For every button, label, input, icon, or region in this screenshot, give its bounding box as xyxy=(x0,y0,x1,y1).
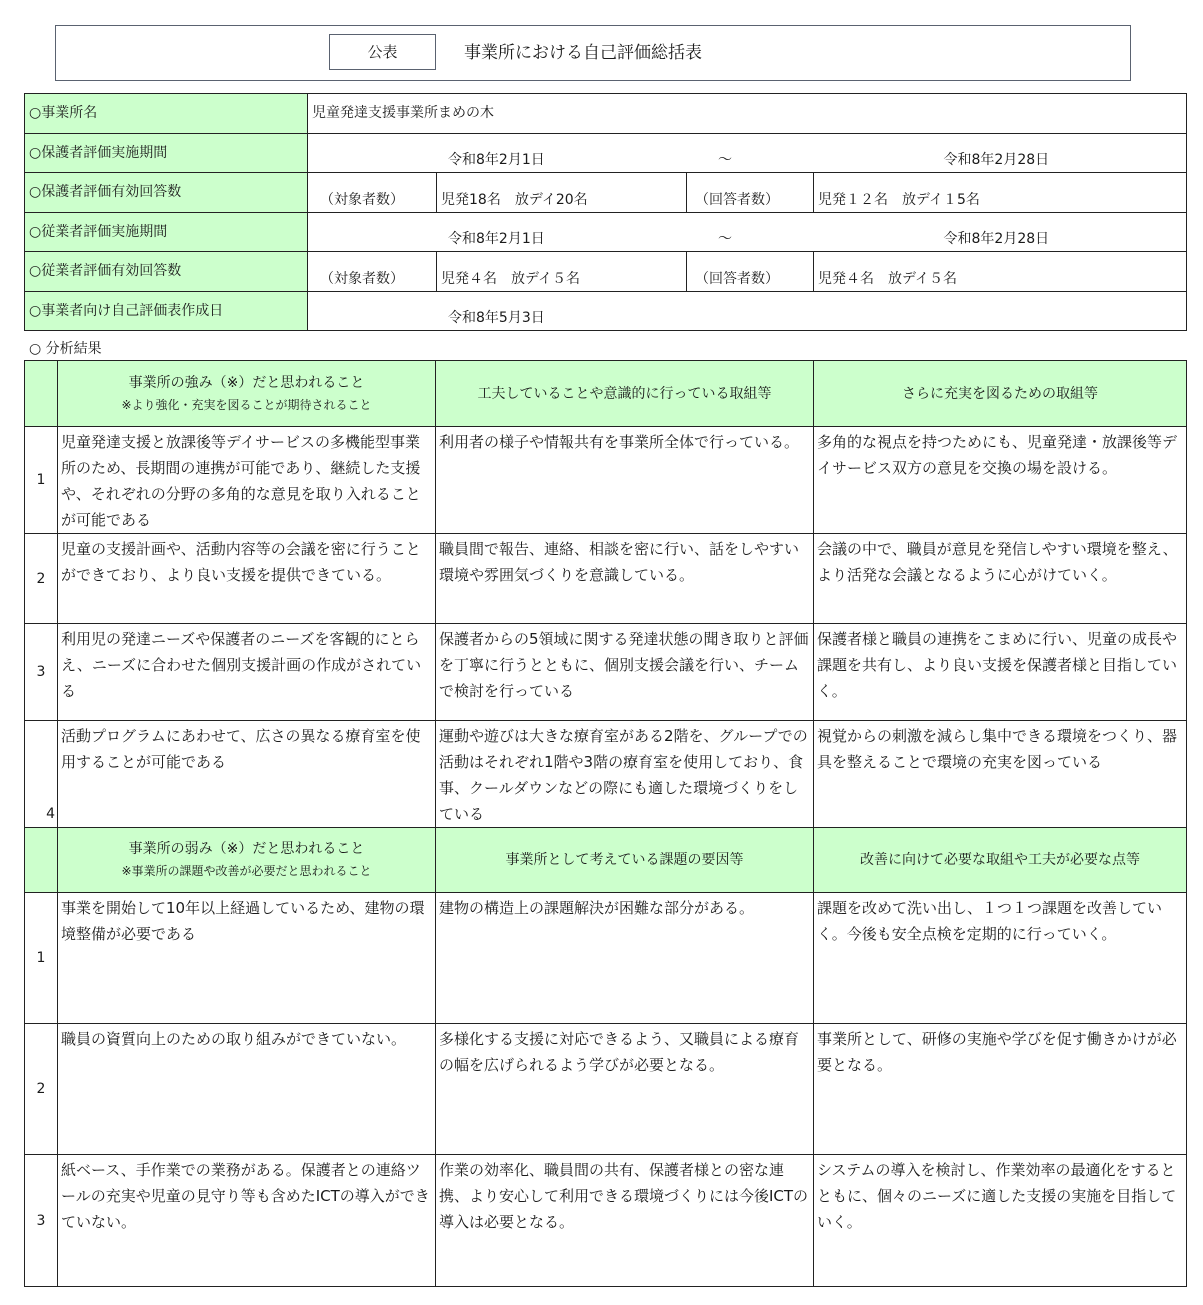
info-row-office xyxy=(25,94,1187,134)
guardian-answers-label: ○保護者評価有効回答数 xyxy=(25,173,308,213)
guardian-period-separator: ～ xyxy=(687,133,814,173)
analysis-table xyxy=(24,360,1187,1287)
strengths-header-num xyxy=(25,361,58,427)
title-box xyxy=(55,25,1131,81)
strengths-col1-note: ※より強化・充実を図ることが期待されること xyxy=(121,397,372,412)
strength-row xyxy=(25,721,1187,828)
weaknesses-col1-note: ※事業所の課題や改善が必要だと思われること xyxy=(121,864,372,878)
guardian-period-label: ○保護者評価実施期間 xyxy=(25,133,308,173)
weakness-row xyxy=(25,893,1187,1024)
strength-improvement: 会議の中で、職員が意見を発信しやすい環境を整え、より活発な会議となるように心がけていく。 xyxy=(814,534,1187,624)
info-row-guardian-period xyxy=(25,133,1187,173)
created-date-label: ○事業者向け自己評価表作成日 xyxy=(25,291,308,331)
row-number: 1 xyxy=(25,893,58,1024)
analysis-section-label: ○ 分析結果 xyxy=(29,341,102,357)
info-row-staff-period xyxy=(25,212,1187,252)
weakness-improvement: 課題を改めて洗い出し、１つ１つ課題を改善していく。今後も安全点検を定期的に行っていく。 xyxy=(814,893,1187,1024)
row-number: 3 xyxy=(25,1155,58,1287)
info-row-guardian-answers xyxy=(25,173,1187,213)
weakness-cause: 作業の効率化、職員間の共有、保護者様との密な連携、より安心して利用できる環境づくりには今後ICTの導入は必要となる。 xyxy=(436,1155,814,1287)
guardian-respond-value: 児発１２名 放デイ１5名 xyxy=(814,173,1187,213)
guardian-target-label: （対象者数） xyxy=(308,173,437,213)
office-name-value: 児童発達支援事業所まめの木 xyxy=(308,94,1187,134)
office-name-label: ○事業所名 xyxy=(25,94,308,134)
weaknesses-header-col3: 改善に向けて必要な取組や工夫が必要な点等 xyxy=(814,828,1187,893)
weakness-improvement: システムの導入を検討し、作業効率の最適化をするとともに、個々のニーズに適した支援の実施を目指していく。 xyxy=(814,1155,1187,1287)
strengths-header-row xyxy=(25,361,1187,427)
weakness-row xyxy=(25,1024,1187,1155)
strength-effort: 運動や遊びは大きな療育室がある2階を、グループでの活動はそれぞれ1階や3階の療育室を使用しており、食事、クールダウンなどの際にも適した環境づくりをしている xyxy=(436,721,814,828)
strength-effort: 利用者の様子や情報共有を事業所全体で行っている。 xyxy=(436,427,814,534)
strength-row xyxy=(25,624,1187,721)
guardian-respond-label: （回答者数） xyxy=(687,173,814,213)
info-table xyxy=(24,93,1187,331)
page-title: 事業所における自己評価総括表 xyxy=(464,43,702,63)
staff-target-label: （対象者数） xyxy=(308,252,437,292)
weaknesses-header-row xyxy=(25,828,1187,893)
weakness-improvement: 事業所として、研修の実施や学びを促す働きかけが必要となる。 xyxy=(814,1024,1187,1155)
strengths-header-col3: さらに充実を図るための取組等 xyxy=(814,361,1187,427)
strength-effort: 職員間で報告、連絡、相談を密に行い、話をしやすい環境や雰囲気づくりを意識している。 xyxy=(436,534,814,624)
row-number: 1 xyxy=(25,427,58,534)
strength-text: 活動プログラムにあわせて、広さの異なる療育室を使用することが可能である xyxy=(58,721,436,828)
strengths-header-col1 xyxy=(58,361,436,427)
info-row-staff-answers xyxy=(25,252,1187,292)
strengths-col1-title: 事業所の強み（※）だと思われること xyxy=(128,374,365,391)
strength-row xyxy=(25,427,1187,534)
weakness-text: 事業を開始して10年以上経過しているため、建物の環境整備が必要である xyxy=(58,893,436,1024)
strengths-header-col2: 工夫していることや意識的に行っている取組等 xyxy=(436,361,814,427)
weakness-cause: 建物の構造上の課題解決が困難な部分がある。 xyxy=(436,893,814,1024)
weaknesses-header-col1 xyxy=(58,828,436,893)
row-number: 2 xyxy=(25,534,58,624)
strength-text: 利用児の発達ニーズや保護者のニーズを客観的にとらえ、ニーズに合わせた個別支援計画の作成がされている xyxy=(58,624,436,721)
weakness-text: 職員の資質向上のための取り組みができていない。 xyxy=(58,1024,436,1155)
staff-respond-label: （回答者数） xyxy=(687,252,814,292)
strength-improvement: 視覚からの刺激を減らし集中できる環境をつくり、器具を整えることで環境の充実を図っている xyxy=(814,721,1187,828)
strength-text: 児童発達支援と放課後等デイサービスの多機能型事業所のため、長期間の連携が可能であり、継続した支援や、それぞれの分野の多角的な意見を取り入れることが可能である xyxy=(58,427,436,534)
weakness-row xyxy=(25,1155,1187,1287)
info-row-created xyxy=(25,291,1187,331)
weaknesses-col1-title: 事業所の弱み（※）だと思われること xyxy=(128,841,365,857)
public-badge: 公表 xyxy=(329,34,436,70)
strength-text: 児童の支援計画や、活動内容等の会議を密に行うことができており、より良い支援を提供できている。 xyxy=(58,534,436,624)
staff-period-end: 令和8年2月28日 xyxy=(814,212,1187,252)
row-number: 3 xyxy=(25,624,58,721)
staff-period-separator: ～ xyxy=(687,212,814,252)
weaknesses-header-num xyxy=(25,828,58,893)
row-number: 4 xyxy=(25,721,58,828)
staff-answers-label: ○従業者評価有効回答数 xyxy=(25,252,308,292)
weaknesses-header-col2: 事業所として考えている課題の要因等 xyxy=(436,828,814,893)
strength-effort: 保護者からの5領域に関する発達状態の聞き取りと評価を丁寧に行うとともに、個別支援会議を行い、チームで検討を行っている xyxy=(436,624,814,721)
staff-period-label: ○従業者評価実施期間 xyxy=(25,212,308,252)
weakness-cause: 多様化する支援に対応できるよう、又職員による療育の幅を広げられるよう学びが必要となる。 xyxy=(436,1024,814,1155)
guardian-target-value: 児発18名 放デイ20名 xyxy=(437,173,687,213)
staff-target-value: 児発４名 放デイ５名 xyxy=(437,252,687,292)
strength-improvement: 保護者様と職員の連携をこまめに行い、児童の成長や課題を共有し、より良い支援を保護者様と目指していく。 xyxy=(814,624,1187,721)
strength-row xyxy=(25,534,1187,624)
staff-period-start: 令和8年2月1日 xyxy=(308,212,687,252)
strength-improvement: 多角的な視点を持つためにも、児童発達・放課後等デイサービス双方の意見を交換の場を設ける。 xyxy=(814,427,1187,534)
created-date-value: 令和8年5月3日 xyxy=(308,291,1187,331)
weakness-text: 紙ベース、手作業での業務がある。保護者との連絡ツールの充実や児童の見守り等も含めたICTの導入ができていない。 xyxy=(58,1155,436,1287)
guardian-period-start: 令和8年2月1日 xyxy=(308,133,687,173)
row-number: 2 xyxy=(25,1024,58,1155)
staff-respond-value: 児発４名 放デイ５名 xyxy=(814,252,1187,292)
guardian-period-end: 令和8年2月28日 xyxy=(814,133,1187,173)
